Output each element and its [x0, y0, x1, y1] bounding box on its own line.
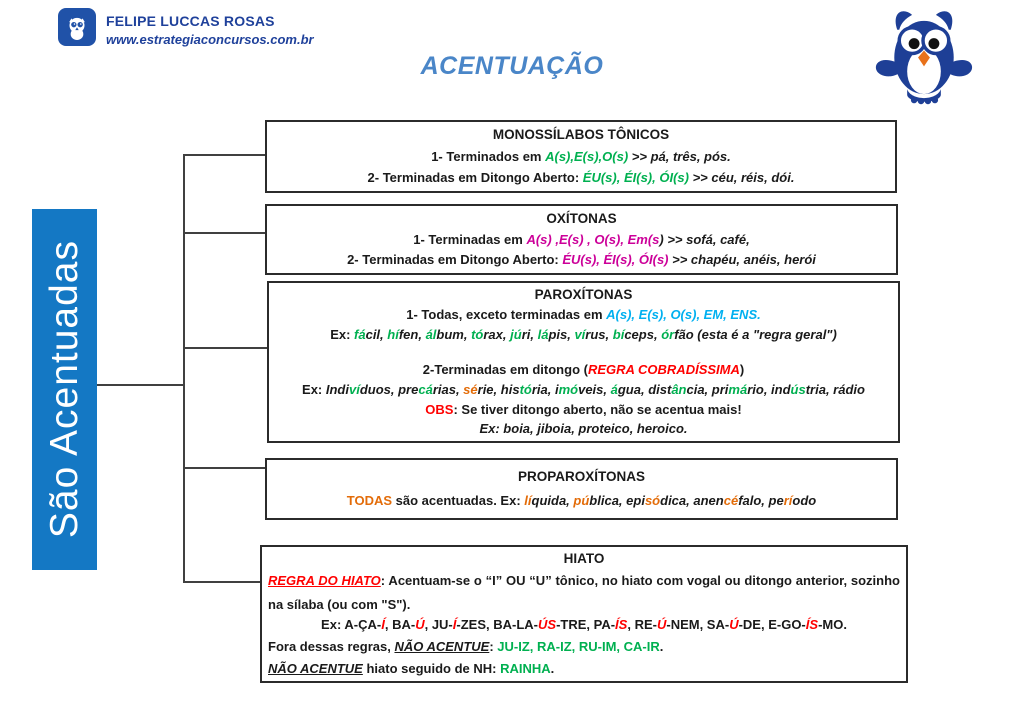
text-segment: pis,: [548, 326, 575, 342]
text-segment: falo,: [738, 493, 769, 509]
text-segment: cia, pri: [686, 382, 729, 398]
text-segment: , BA-: [384, 617, 416, 632]
text-line: [279, 305, 888, 325]
text-line: [268, 613, 900, 635]
text-line: [277, 147, 885, 167]
text-segment: fão (esta é a "regra geral"): [674, 326, 837, 342]
text-segment: .: [659, 639, 664, 654]
text-segment: cá: [418, 382, 433, 398]
text-segment: A(s) ,E(s) , O(s), Em(s: [526, 231, 660, 247]
text-segment: mó: [558, 382, 579, 398]
text-segment: bum,: [436, 326, 472, 342]
text-segment: NÃO ACENTUE: [268, 661, 363, 676]
text-segment: REGRA DO HIATO: [268, 573, 381, 588]
text-segment: -TRE, PA-: [556, 617, 616, 632]
text-segment: tria, rádio: [805, 382, 865, 398]
text-segment: , JU-: [424, 617, 453, 632]
text-segment: Ex:: [330, 326, 355, 342]
text-line: [279, 360, 888, 380]
text-segment: ÍS: [615, 617, 628, 632]
text-segment: epi: [626, 493, 645, 509]
connector-branch-monossilabos: [183, 154, 265, 156]
text-segment: ÚS: [538, 617, 557, 632]
text-segment: ví: [574, 326, 586, 342]
text-segment: Ú: [729, 617, 739, 632]
text-segment: pe: [768, 493, 784, 509]
text-segment: 2-Terminadas em ditongo (: [422, 362, 588, 378]
text-segment: sé: [463, 382, 478, 398]
site-url[interactable]: www.estrategiaconcursos.com.br: [106, 32, 314, 47]
text-segment: anen: [693, 493, 724, 509]
page-title: ACENTUAÇÃO: [420, 52, 604, 80]
text-segment: -ZES, BA-LA-: [456, 617, 538, 632]
connector-root: [97, 384, 183, 386]
box-title: HIATO: [563, 551, 605, 566]
text-segment: jú: [510, 326, 522, 342]
text-segment: 1- Todas, exceto terminadas em: [406, 307, 607, 322]
text-segment: ál: [425, 326, 437, 342]
text-segment: bí: [612, 326, 625, 342]
text-segment: á: [610, 382, 618, 398]
text-segment: Ú: [415, 617, 425, 632]
root-node: [32, 209, 97, 570]
connector-trunk: [183, 154, 185, 583]
text-segment: hí: [387, 326, 399, 342]
text-segment: ús: [790, 382, 806, 398]
text-segment: Ú: [656, 617, 667, 632]
text-segment: hiato seguido de NH:: [362, 661, 501, 676]
text-segment: A(s), E(s), O(s), EM, ENS.: [606, 307, 761, 322]
box-title: PAROXÍTONAS: [534, 287, 633, 302]
text-segment: >> pá, três, pós.: [628, 148, 731, 164]
connector-branch-proparoxitonas: [183, 467, 265, 469]
text-segment: REGRA COBRADÍSSIMA: [587, 362, 740, 378]
text-segment: ân: [671, 382, 687, 398]
text-segment: 2- Terminadas em Ditongo Aberto:: [347, 252, 563, 268]
text-segment: OBS: [425, 401, 454, 417]
author-name: FELIPE LUCCAS ROSAS: [106, 13, 275, 29]
text-segment: pú: [573, 493, 590, 509]
text-segment: : Acentuam-se o “I” OU “U” tônico, no hiato com vogal ou ditongo anterior, sozinho na sílaba (ou com "S").: [268, 573, 900, 612]
box-title: OXÍTONAS: [546, 210, 617, 226]
text-segment: Ex: A-ÇA-: [321, 617, 382, 632]
text-segment: ) >> sofá, café,: [659, 231, 750, 247]
box-monossilabos-tonicos: [265, 120, 897, 193]
box-oxitonas: [265, 204, 898, 275]
text-segment: ÍS: [805, 617, 819, 632]
owl-badge-icon: [62, 12, 92, 42]
blank-line: [279, 344, 888, 360]
text-segment: -MO.: [818, 617, 847, 632]
text-line: [277, 491, 886, 511]
text-segment: A(s),E(s),O(s): [545, 148, 629, 164]
text-segment: ria, i: [531, 382, 559, 398]
estrategia-logo: [58, 8, 96, 46]
text-segment: lá: [537, 326, 549, 342]
text-segment: fá: [354, 326, 366, 342]
text-segment: dica,: [660, 493, 694, 509]
text-segment: rí: [783, 493, 793, 509]
text-segment: Í: [381, 617, 385, 632]
text-segment: -NEM, SA-: [666, 617, 730, 632]
text-segment: 2- Terminadas em Ditongo Aberto:: [367, 169, 583, 185]
text-segment: rax,: [483, 326, 511, 342]
text-segment: Fora dessas regras,: [268, 639, 395, 654]
box-hiato: [260, 545, 908, 683]
text-segment: ri,: [521, 326, 538, 342]
text-segment: rie, his: [477, 382, 520, 398]
text-line: [279, 419, 888, 439]
text-segment: cil,: [365, 326, 388, 342]
text-segment: Í: [452, 617, 457, 632]
text-segment: tó: [519, 382, 532, 398]
text-segment: .: [550, 661, 555, 676]
root-label: São Acentuadas: [42, 240, 86, 539]
text-line: [277, 230, 886, 250]
text-segment: fen,: [398, 326, 426, 342]
text-line: [279, 325, 888, 345]
text-segment: cé: [723, 493, 739, 509]
text-segment: lí: [524, 493, 532, 509]
text-segment: JU-IZ, RA-IZ, RU-IM, CA-IR: [497, 639, 660, 654]
text-segment: má: [728, 382, 748, 398]
text-segment: Indi: [325, 382, 349, 398]
text-segment: rus,: [585, 326, 613, 342]
text-segment: >> céu, réis, dói.: [688, 169, 795, 185]
text-segment: , RE-: [627, 617, 657, 632]
text-segment: ceps,: [624, 326, 662, 342]
text-segment: : Se tiver ditongo aberto, não se acentua mais!: [453, 401, 742, 417]
text-line: [279, 400, 888, 420]
connector-branch-hiato: [183, 581, 260, 583]
text-segment: ví: [348, 382, 360, 398]
box-proparoxitonas: [265, 458, 898, 520]
box-paroxitonas: [267, 281, 900, 443]
text-segment: TODAS: [346, 493, 393, 509]
connector-branch-oxitonas: [183, 232, 265, 234]
text-segment: :: [489, 639, 498, 654]
text-segment: ÉU(s), ÉI(s), ÓI(s): [582, 169, 689, 185]
text-segment: blica,: [589, 493, 627, 509]
text-segment: rias,: [432, 382, 464, 398]
text-segment: só: [644, 493, 661, 509]
text-line: [268, 657, 900, 679]
text-segment: ór: [661, 326, 675, 342]
text-segment: ): [739, 362, 745, 378]
text-segment: tó: [471, 326, 484, 342]
owl-mascot-icon: [868, 4, 980, 108]
text-segment: ÉU(s), ÉI(s), ÓI(s): [562, 252, 669, 268]
text-segment: são acentuadas. Ex:: [392, 493, 525, 509]
text-segment: odo: [792, 493, 817, 509]
text-line: [279, 380, 888, 400]
text-line: [268, 569, 900, 613]
text-line: [277, 168, 885, 188]
text-segment: RAINHA: [500, 661, 551, 676]
text-segment: >> chapéu, anéis, herói: [668, 252, 816, 268]
text-segment: duos, pre: [359, 382, 419, 398]
text-segment: quida,: [531, 493, 574, 509]
box-title: MONOSSÍLABOS TÔNICOS: [492, 127, 670, 143]
text-segment: rio, ind: [747, 382, 791, 398]
box-title: PROPAROXÍTONAS: [517, 468, 646, 484]
text-segment: veis,: [578, 382, 611, 398]
text-line: [277, 250, 886, 270]
text-segment: -DE, E-GO-: [738, 617, 806, 632]
text-segment: 1- Terminados em: [431, 148, 546, 164]
text-segment: gua, dist: [617, 382, 672, 398]
text-segment: Ex: boia, jiboia, proteico, heroico.: [479, 421, 688, 437]
text-segment: Ex:: [302, 382, 326, 398]
text-segment: 1- Terminadas em: [413, 231, 527, 247]
text-segment: NÃO ACENTUE: [394, 639, 490, 654]
connector-branch-paroxitonas: [183, 347, 267, 349]
text-line: [268, 635, 900, 657]
